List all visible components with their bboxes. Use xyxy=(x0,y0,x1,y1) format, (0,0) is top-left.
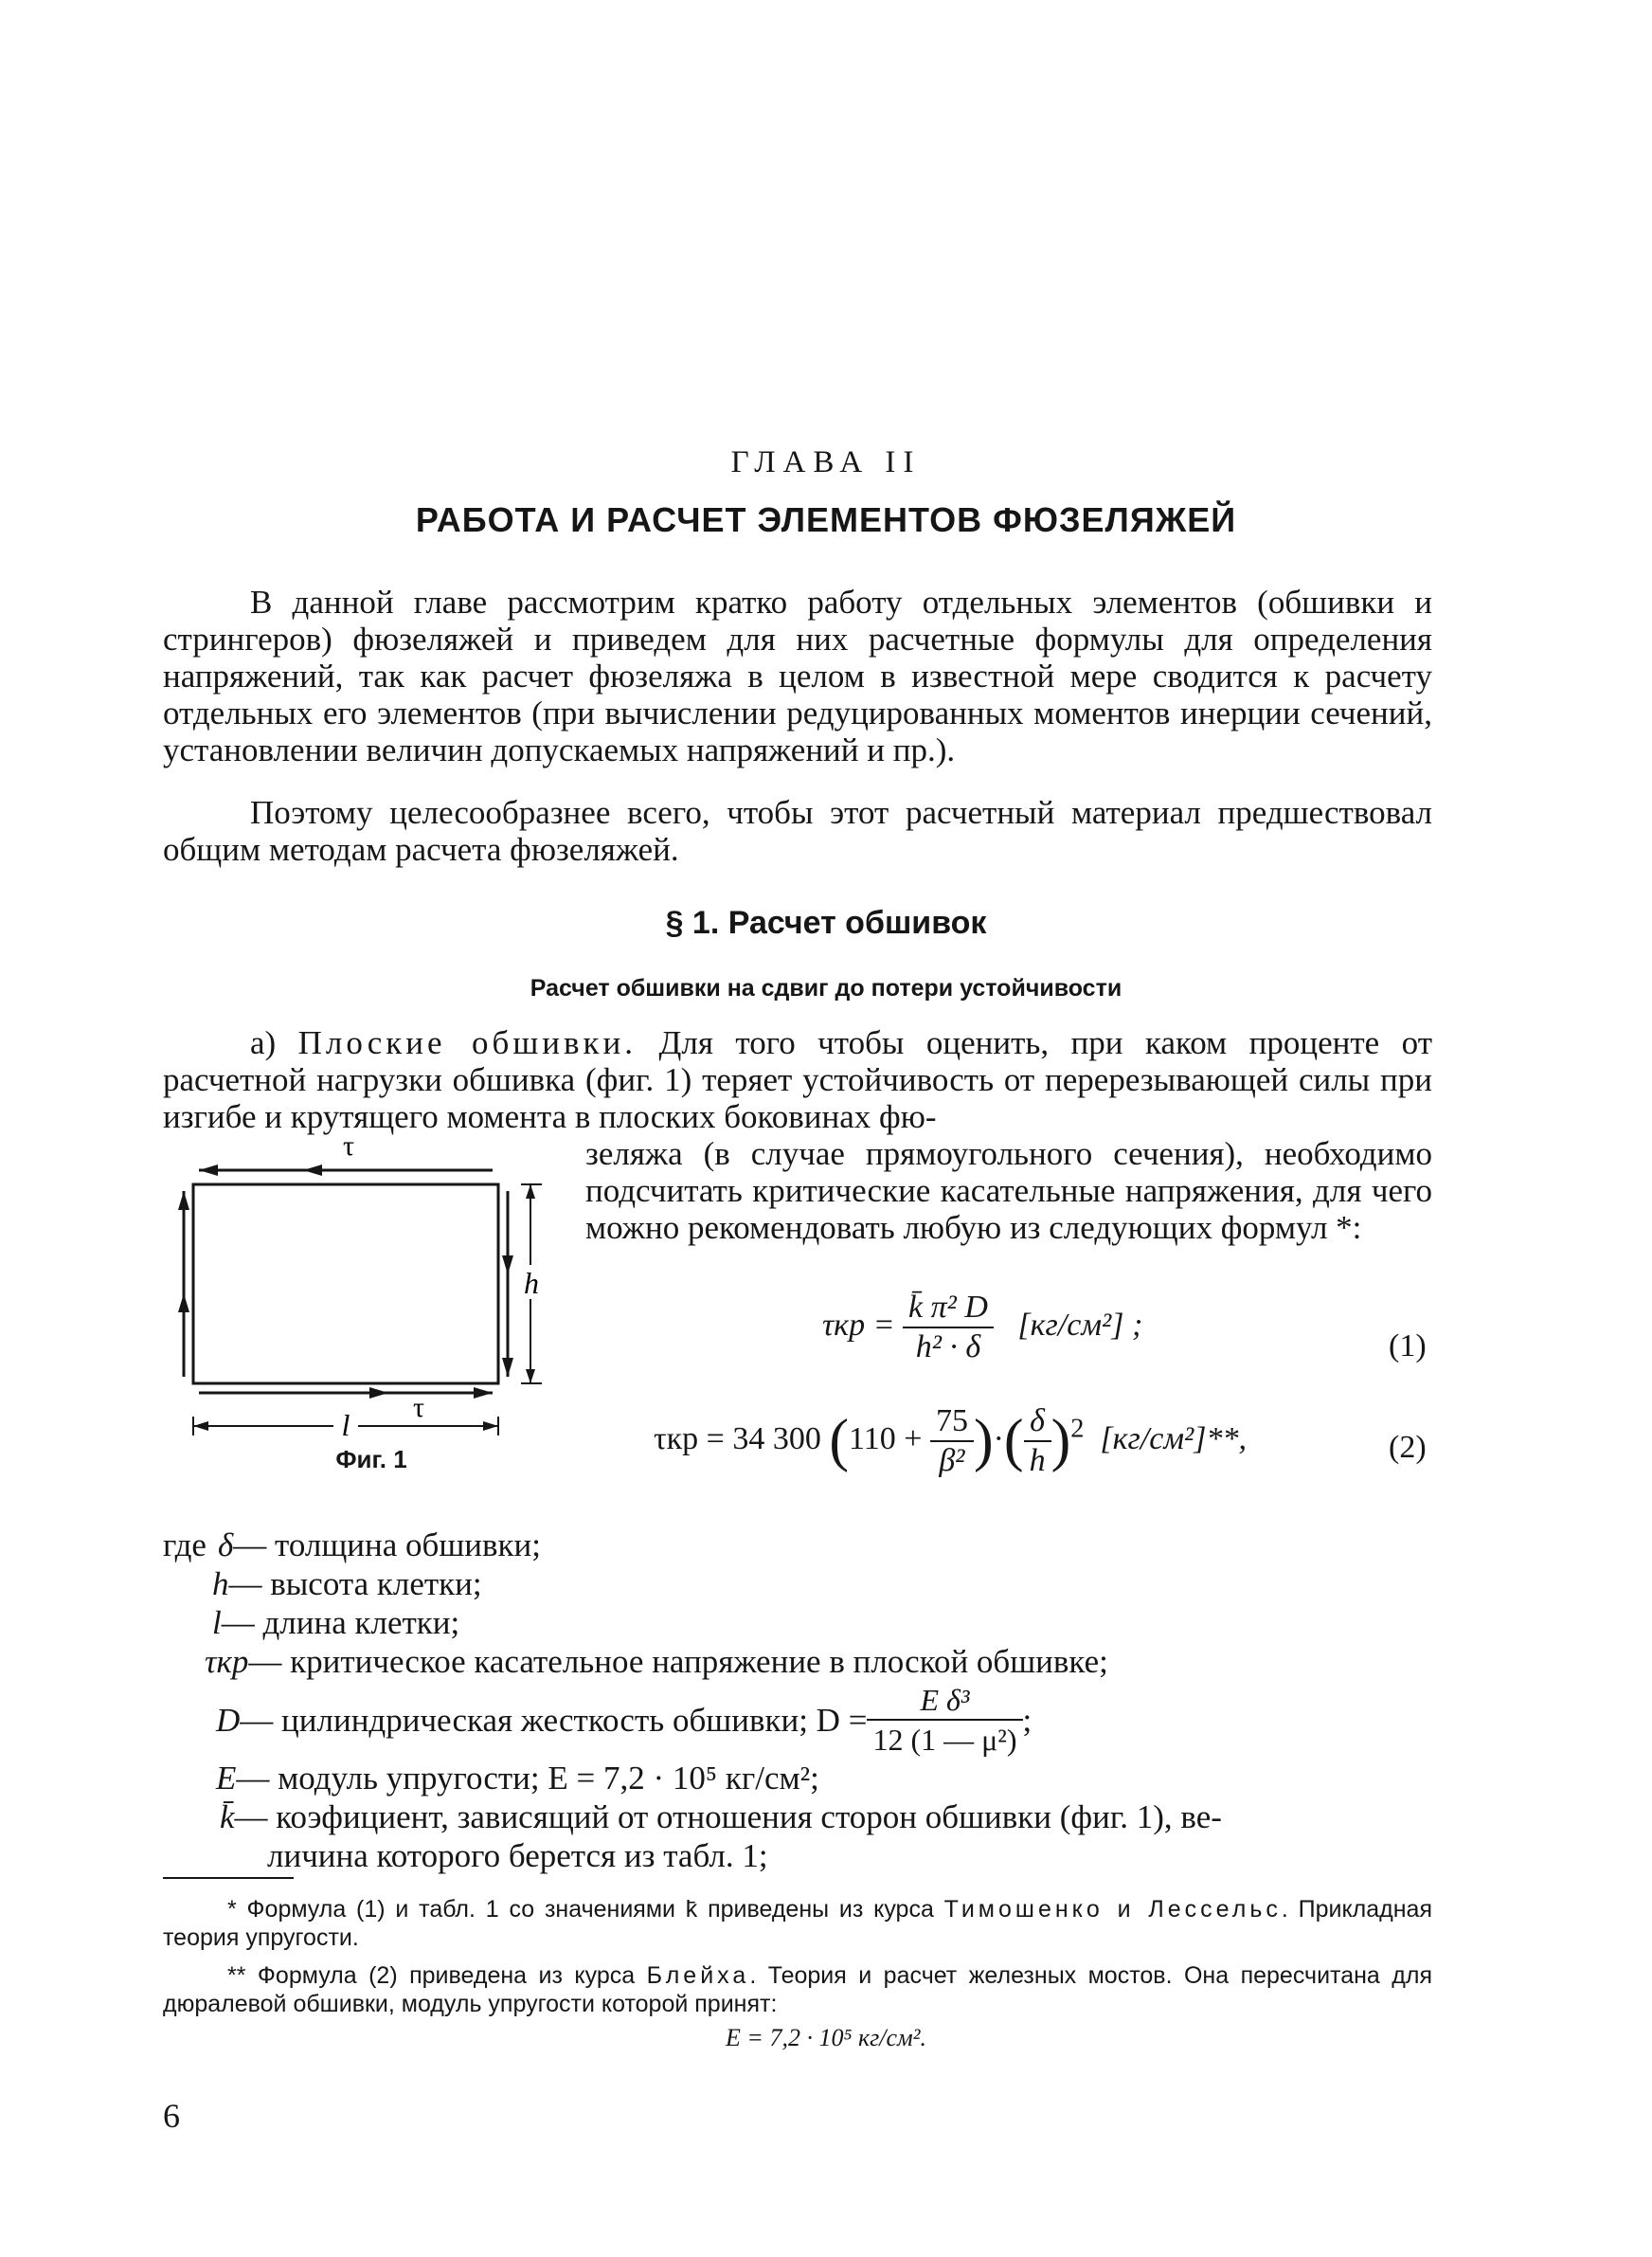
intro-paragraph-1: В данной главе рассмотрим кратко работу отдельных элементов (обшивки и стрингеров) фюзеляжей и приведем для них расчетные формулы для определения напряжений, так как расчет фюзеляжа в целом в известной мере сводится к расчету отдельных его элементов (при вычислении редуцированных моментов инерции сечений, установлении величин допускаемых напряжений и пр.). xyxy=(163,584,1432,768)
definition-symbol: l xyxy=(212,1604,222,1641)
formula-1 xyxy=(822,1289,1142,1366)
subsection-heading: Расчет обшивки на сдвиг до потери устойчивости xyxy=(530,975,1122,1002)
definition-text: — критическое касательное напряжение в плоской обшивке; xyxy=(248,1643,1108,1680)
definition-text: — толщина обшивки; xyxy=(233,1526,542,1563)
definition-text: — коэфициент, зависящий от отношения сторон обшивки (фиг. 1), ве- xyxy=(234,1798,1222,1835)
rigidity-fraction xyxy=(867,1681,1022,1759)
formula-2-inner-numerator: 75 xyxy=(930,1402,974,1442)
formula-2-inner-denominator: β² xyxy=(939,1443,965,1478)
rigidity-numerator: E δ³ xyxy=(867,1681,1022,1721)
footnote-1-text-a: * Формула (1) и табл. 1 со значениями k̄ приведены из курса xyxy=(227,1896,944,1923)
definition-continued: личина которого берется из табл. 1; xyxy=(267,1837,768,1874)
figure-label-h: h xyxy=(524,1266,539,1300)
definition-row xyxy=(163,1797,1432,1836)
definition-row xyxy=(163,1759,1432,1797)
figure-label-l: l xyxy=(341,1408,350,1442)
formula-1-denominator: h² · δ xyxy=(915,1329,981,1364)
skin-panel-rect xyxy=(193,1184,498,1383)
figure-label-tau-top: τ xyxy=(342,1130,355,1162)
definition-row xyxy=(163,1564,1432,1603)
definition-text: — модуль упругости; E = 7,2 · 10⁵ кг/см²; xyxy=(236,1760,819,1797)
definition-text: — длина клетки; xyxy=(221,1604,460,1641)
definition-row xyxy=(163,1681,1432,1759)
definition-lead: где xyxy=(163,1526,206,1563)
formula-2-ratio-denominator: h xyxy=(1029,1443,1046,1478)
formula-2: τкр = 34 300 (110 + $\frac{75}{\text{β²}}$ )·( $\frac{\delta}{h}$ )$^2$ [кг/см²]**, xyxy=(654,1403,1247,1478)
formula-2-ratio xyxy=(1024,1402,1051,1480)
definition-symbol: k̄ xyxy=(220,1798,235,1835)
formula-1-fraction xyxy=(903,1289,994,1366)
formula-2-units: [кг/см²]**, xyxy=(1100,1420,1247,1456)
definition-symbol: D xyxy=(216,1701,241,1739)
definition-row xyxy=(163,1642,1432,1681)
formula-2-inner-fraction xyxy=(930,1402,974,1480)
formula-2-inner-a: 110 + xyxy=(849,1420,923,1456)
footnote-2-text-b: . Теория и расчет железных мостов. Она пересчитана для дюралевой обшивки, модуль упругости которой принят: xyxy=(163,1962,1432,2017)
definition-symbol: h xyxy=(212,1565,229,1602)
chapter-heading: ГЛАВА II xyxy=(730,445,922,479)
definition-row xyxy=(163,1603,1432,1642)
formula-1-number: (1) xyxy=(1389,1328,1427,1363)
formula-1-numerator: k̄ π² D xyxy=(903,1289,994,1328)
formula-2-ratio-numerator: δ xyxy=(1024,1402,1051,1442)
figure-label-tau-bottom: τ xyxy=(412,1392,425,1423)
footnote-2-text-a: ** Формула (2) приведена из курса xyxy=(227,1962,647,1989)
page-number: 6 xyxy=(163,2097,180,2135)
definition-row xyxy=(163,1526,1432,1564)
formula-1-lhs: τкр = xyxy=(822,1307,895,1343)
definition-text: — цилиндрическая жесткость обшивки; D = xyxy=(240,1701,868,1739)
definition-symbol: δ xyxy=(217,1526,234,1563)
definition-tail: ; xyxy=(1022,1701,1032,1739)
definition-text: — высота клетки; xyxy=(228,1565,482,1602)
footnote-1 xyxy=(163,1895,1432,1952)
paragraph-a-prefix: а) xyxy=(250,1024,298,1061)
footnote-1-text-b: . Прикладная теория упругости. xyxy=(163,1896,1432,1951)
formula-2-number: (2) xyxy=(1389,1430,1427,1465)
footnote-separator xyxy=(163,1877,294,1879)
paragraph-a-spaced-term: Плоские обшивки. xyxy=(297,1024,637,1061)
symbol-definitions xyxy=(163,1526,1432,1875)
footnote-formula: E = 7,2 · 10⁵ кг/см². xyxy=(726,2024,926,2051)
footnote-2-author: Блейха xyxy=(646,1962,750,1989)
paragraph-a-continued: зеляжа (в случае прямоугольного сечения), необходимо подсчитать критические касательные напряжения, для чего можно рекомендовать любую из следующих формул *: xyxy=(585,1135,1432,1246)
formula-2-lhs: τкр = 34 300 xyxy=(654,1420,821,1456)
paragraph-a-text: Для того чтобы оценить, при каком проценте от расчетной нагрузки обшивка (фиг. 1) теряет устойчивость от перерезывающей силы при изгибе и крутящего момента в плоских боковинах фю- xyxy=(163,1024,1432,1135)
definition-symbol: τкр xyxy=(205,1643,249,1680)
rigidity-denominator: 12 (1 — μ²) xyxy=(872,1723,1017,1757)
formula-1-units: [кг/см²] ; xyxy=(1017,1307,1143,1343)
figure-1-caption: Фиг. 1 xyxy=(335,1445,407,1473)
definition-symbol: E xyxy=(216,1760,237,1797)
footnote-1-authors: Тимошенко и Лессельс xyxy=(943,1896,1282,1923)
intro-paragraph-2: Поэтому целесообразнее всего, чтобы этот расчетный материал предшествовал общим методам расчета фюзеляжей. xyxy=(163,794,1432,868)
paragraph-a xyxy=(163,1024,1432,1135)
figure-1-diagram xyxy=(171,1123,549,1445)
formula-2-power: 2 xyxy=(1070,1414,1085,1444)
chapter-title: РАБОТА И РАСЧЕТ ЭЛЕМЕНТОВ ФЮЗЕЛЯЖЕЙ xyxy=(415,500,1237,539)
section-heading: § 1. Расчет обшивок xyxy=(665,905,987,941)
footnote-2 xyxy=(163,1961,1432,2018)
